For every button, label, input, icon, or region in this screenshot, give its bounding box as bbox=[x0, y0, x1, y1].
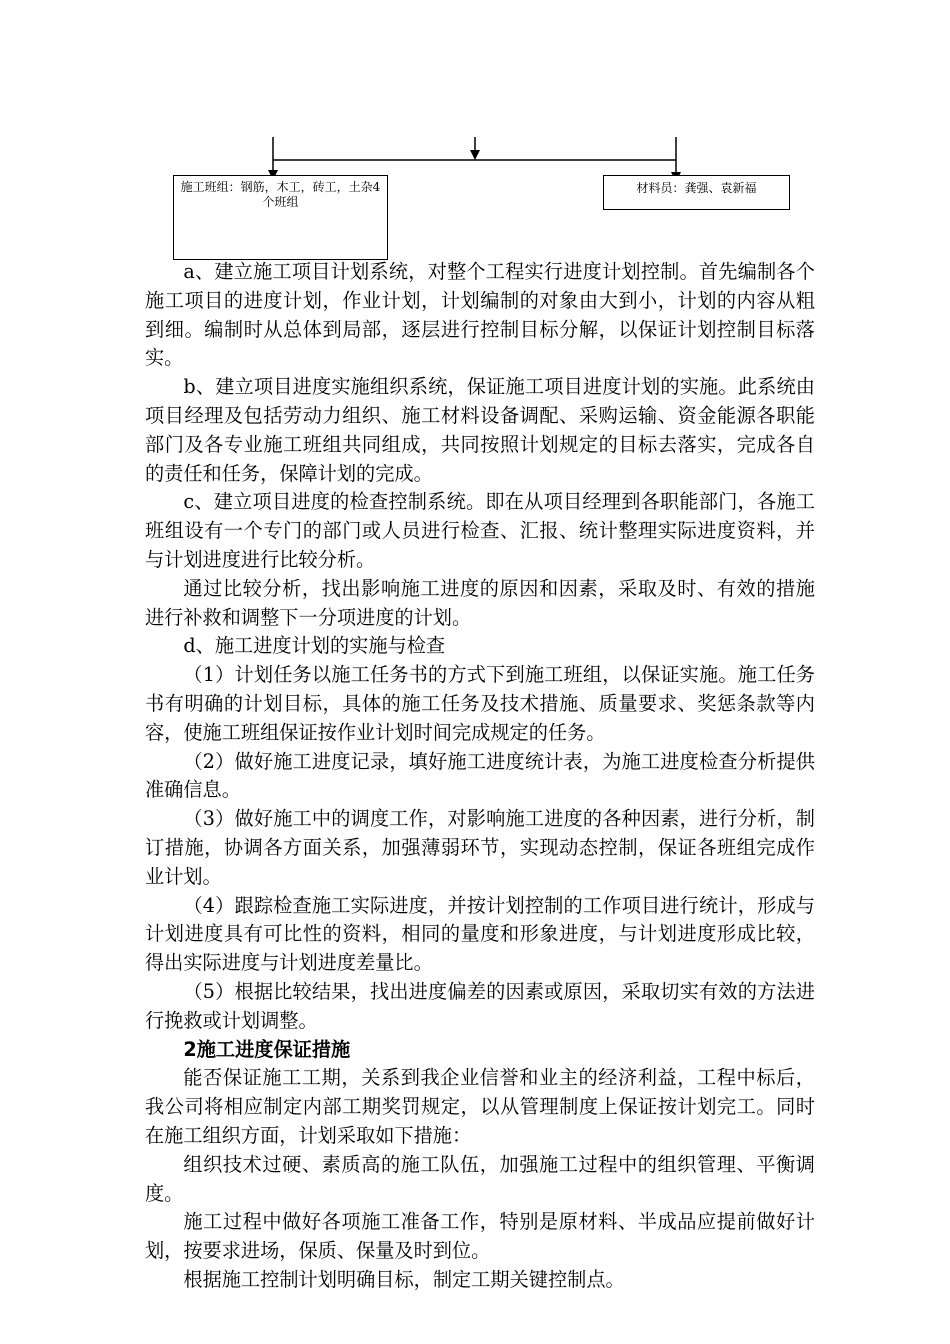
paragraph-item-5: （5）根据比较结果，找出进度偏差的因素或原因，采取切实有效的方法进行挽救或计划调整。 bbox=[145, 979, 815, 1032]
paragraph-analysis: 通过比较分析，找出影响施工进度的原因和因素，采取及时、有效的措施进行补救和调整下一分项进度的计划。 bbox=[145, 576, 815, 629]
org-chart-connectors bbox=[0, 0, 950, 270]
paragraph-b: b、建立项目进度实施组织系统，保证施工项目进度计划的实施。此系统由项目经理及包括劳动力组织、施工材料设备调配、采购运输、资金能源各职能部门及各专业施工班组共同组成，共同按照计划规定的目标去落实，完成各自的责任和任务，保障计划的完成。 bbox=[145, 375, 815, 485]
paragraph-schedule-guarantee: 能否保证施工工期，关系到我企业信誉和业主的经济利益，工程中标后，我公司将相应制定内部工期奖罚规定，以从管理制度上保证按计划完工。同时在施工组织方面，计划采取如下措施： bbox=[145, 1066, 815, 1147]
document-body bbox=[145, 258, 815, 1295]
paragraph-measure-1: 组织技术过硬、素质高的施工队伍，加强施工过程中的组织管理、平衡调度。 bbox=[145, 1152, 815, 1205]
paragraph-measure-3: 根据施工控制计划明确目标，制定工期关键控制点。 bbox=[183, 1267, 625, 1291]
org-chart bbox=[0, 0, 950, 270]
paragraph-a: a、建立施工项目计划系统，对整个工程实行进度计划控制。首先编制各个施工项目的进度计划，作业计划，计划编制的对象由大到小，计划的内容从粗到细。编制时从总体到局部，逐层进行控制目标分解，以保证计划控制目标落实。 bbox=[145, 260, 815, 370]
team-box: 施工班组：钢筋，木工，砖工，土杂4个班组 bbox=[173, 175, 388, 260]
paragraph-d: d、施工进度计划的实施与检查 bbox=[183, 634, 446, 658]
section-heading: 2施工进度保证措施 bbox=[183, 1037, 351, 1061]
paragraph-measure-2: 施工过程中做好各项施工准备工作，特别是原材料、半成品应提前做好计划，按要求进场，保质、保量及时到位。 bbox=[145, 1210, 815, 1263]
paragraph-item-2: （2）做好施工进度记录，填好施工进度统计表，为施工进度检查分析提供准确信息。 bbox=[145, 749, 815, 802]
middle-arrow-icon bbox=[470, 150, 480, 160]
paragraph-item-3: （3）做好施工中的调度工作，对影响施工进度的各种因素，进行分析，制订措施，协调各方面关系，加强薄弱环节，实现动态控制，保证各班组完成作业计划。 bbox=[145, 807, 815, 888]
paragraph-item-1: （1）计划任务以施工任务书的方式下到施工班组，以保证实施。施工任务书有明确的计划目标，具体的施工任务及技术措施、质量要求、奖惩条款等内容，使施工班组保证按作业计划时间完成规定的任务。 bbox=[145, 663, 815, 744]
materials-box: 材料员：龚强、袁新福 bbox=[603, 175, 790, 210]
paragraph-c: c、建立项目进度的检查控制系统。即在从项目经理到各职能部门，各施工班组设有一个专门的部门或人员进行检查、汇报、统计整理实际进度资料，并与计划进度进行比较分析。 bbox=[145, 490, 815, 571]
paragraph-item-4: （4）跟踪检查施工实际进度，并按计划控制的工作项目进行统计，形成与计划进度具有可比性的资料，相同的量度和形象进度，与计划进度形成比较，得出实际进度与计划进度差量比。 bbox=[145, 893, 815, 975]
